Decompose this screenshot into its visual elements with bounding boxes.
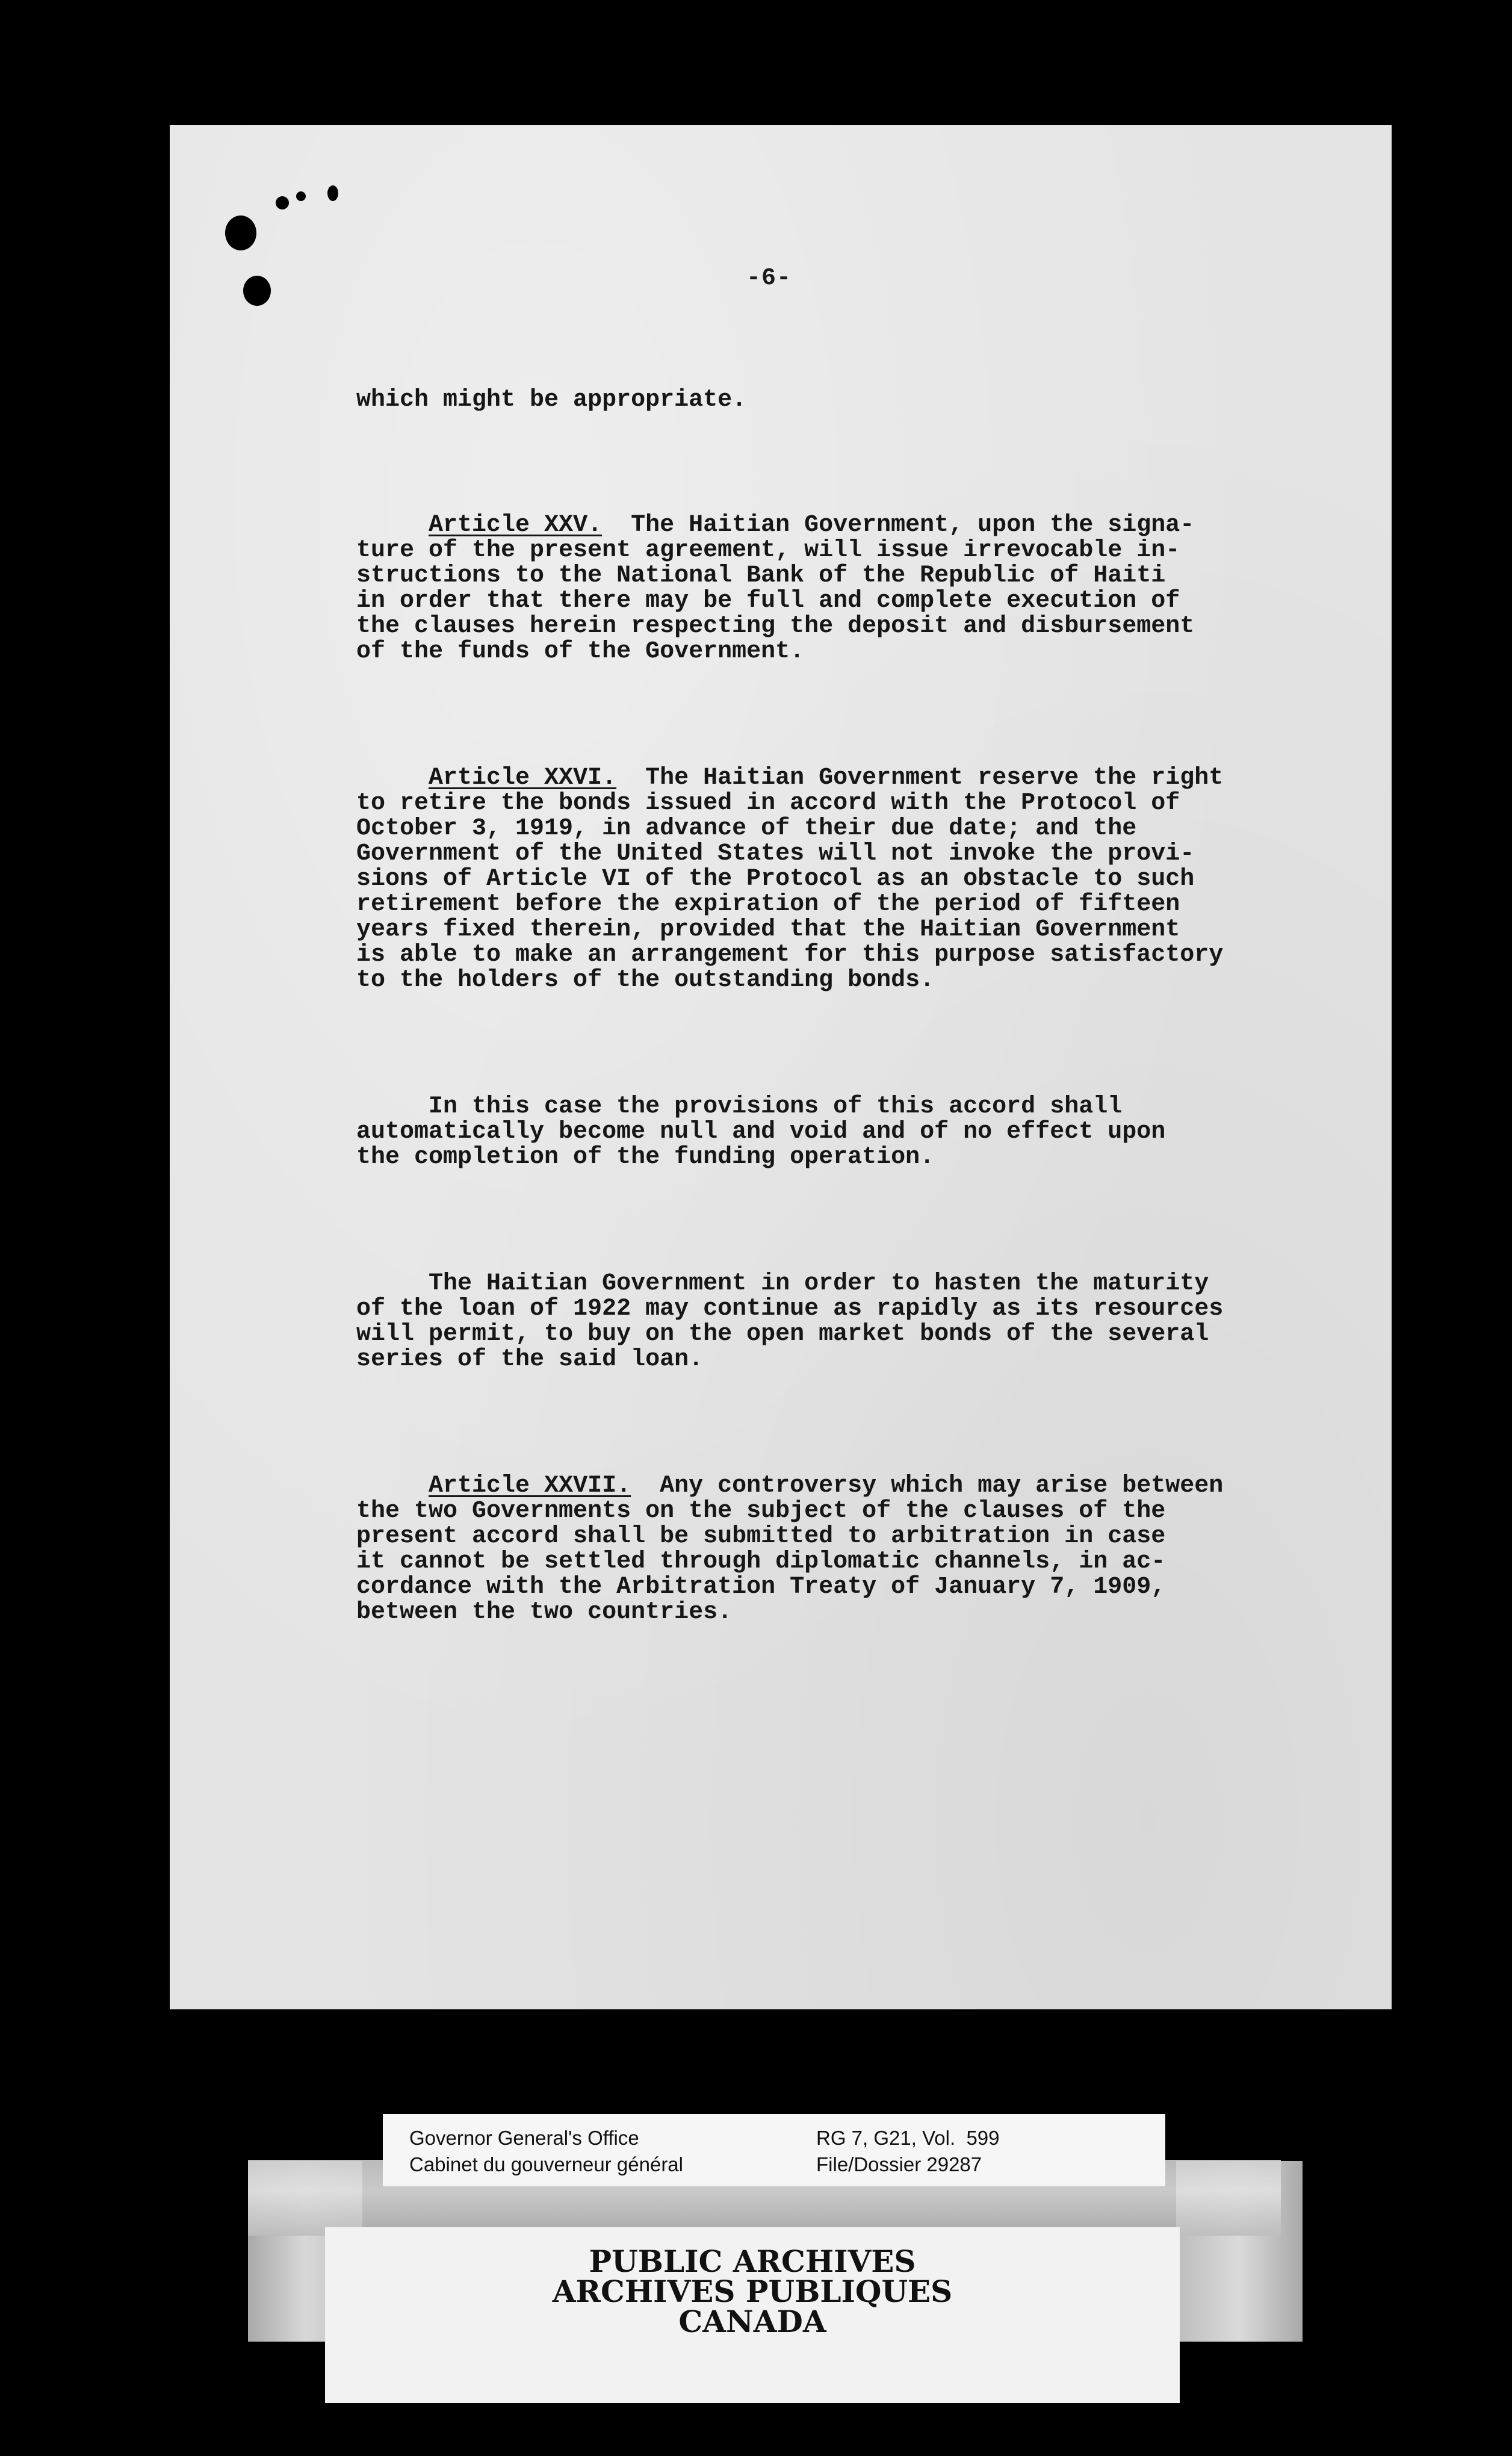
archive-stamp-card (325, 2227, 1180, 2403)
page-number: -6- (746, 265, 792, 292)
document-body (356, 337, 1289, 1676)
punch-hole-speck (327, 185, 338, 201)
article-heading: Article XXVI. (429, 764, 617, 792)
paragraph-article-xxvi: Article XXVI. The Haitian Government reserve the right to retire the bonds issued in accord with the Protocol of October 3, 1919, in advance of their due date; and the Government of the United States will not invoke the provi- sions of Article VI of the Protocol as an obstacle to such retirement before the expiration of the period of fifteen years fixed therein, provided that the Haitian Government is able to make an arrangement for this purpose satisfactory to the holders of the outstanding bonds. (356, 764, 1224, 994)
archive-label (383, 2114, 1165, 2186)
paragraph-article-xxv: Article XXV. The Haitian Government, upon the signa- ture of the present agreement, will issue irrevocable in- structions to the National Bank of the Republic of Haiti in order that there may be full and complete execution of the clauses herein respecting the deposit and disbursement of the funds of the Government. (356, 512, 1195, 665)
paragraph-continuation: which might be appropriate. (356, 386, 747, 414)
punch-hole-top (225, 216, 256, 250)
paragraph-funding: In this case the provisions of this accord shall automatically become null and void and of no effect upon the completion of the funding operation. (356, 1093, 1166, 1171)
public-archives-stamp: PUBLIC ARCHIVES ARCHIVES PUBLIQUES CANADA (552, 2244, 953, 2339)
punch-hole-speck (296, 191, 306, 201)
punch-hole-bottom (243, 276, 271, 306)
punch-hole-speck (276, 196, 289, 209)
archive-office: Governor General's Office Cabinet du gouverneur général (409, 2127, 683, 2175)
archive-reference: RG 7, G21, Vol. 599 File/Dossier 29287 (816, 2127, 1000, 2175)
paragraph-loan: The Haitian Government in order to hasten the maturity of the loan of 1922 may continue as rapidly as its resources will permit, to buy on the open market bonds of the several series of the said loan. (356, 1270, 1224, 1373)
article-heading: Article XXVII. (429, 1472, 631, 1499)
paragraph-article-xxvii: Article XXVII. Any controversy which may arise between the two Governments on the subject of the clauses of the present accord shall be submitted to arbitration in case it cannot be settled through diplomatic channels, in ac- cordance with the Arbitration Treaty of January 7, 1909, between the two countries. (356, 1472, 1224, 1626)
article-heading: Article XXV. (429, 512, 603, 539)
